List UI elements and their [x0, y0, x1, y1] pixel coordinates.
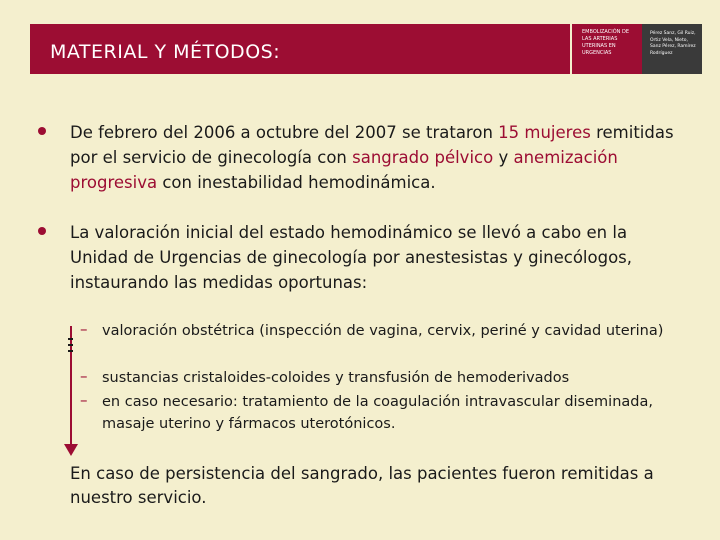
sub-item-2	[80, 367, 680, 389]
section-tag	[570, 24, 642, 74]
highlight-condition: anemización progresiva	[70, 148, 618, 192]
dash-marker: –	[80, 367, 88, 385]
bullet-dot-icon	[38, 127, 46, 135]
dash-marker: –	[80, 320, 88, 338]
sub-item-text: sustancias cristaloides-coloides y transfusión de hemoderivados	[102, 370, 570, 386]
bullet-text-segment: De febrero del 2006 a octubre del 2007 se trataron	[70, 123, 499, 142]
dash-marker: –	[80, 391, 88, 409]
authors-tag-text: Pérez Sanz, Gil Ruiz, Ortiz Vela, Nieto, Sanz Pérez, Ramírez Rodríguez	[650, 31, 696, 56]
bullet-text-2: La valoración inicial del estado hemodinámico se llevó a cabo en la Unidad de Urgencias de ginecología por anestesistas y ginecólogos, instaurando las medidas oportunas:	[70, 223, 633, 292]
arrow-tick-mark	[68, 338, 73, 340]
section-tag-text: EMBOLIZACIÓN DE LAS ARTERIAS UTERINAS EN URGENCIAS	[582, 29, 630, 56]
down-arrow-icon	[64, 444, 78, 456]
bullet-text-segment: con inestabilidad hemodinámica.	[157, 173, 436, 192]
bullet-text-segment: remitidas por el servicio de ginecología con	[70, 123, 674, 167]
highlight-count: 15 mujeres	[498, 123, 591, 142]
arrow-tick-mark	[68, 350, 73, 352]
arrow-tick-mark	[68, 344, 73, 346]
sub-item-text: en caso necesario: tratamiento de la coagulación intravascular diseminada, masaje uterino y fármacos uterotónicos.	[102, 394, 653, 432]
sub-item-text: valoración obstétrica (inspección de vagina, cervix, periné y cavidad uterina)	[102, 323, 664, 339]
sub-item-1	[80, 320, 680, 342]
bullet-item-2	[38, 220, 678, 295]
highlight-symptom: sangrado pélvico	[352, 148, 494, 167]
title-bar	[30, 24, 570, 74]
page-title: MATERIAL Y MÉTODOS:	[50, 41, 281, 63]
sub-item-3	[80, 391, 680, 435]
conclusion-text: En caso de persistencia del sangrado, las pacientes fueron remitidas a nuestro servicio.	[70, 464, 654, 507]
bullet-text-segment: y	[493, 148, 514, 167]
bullet-text-1	[70, 120, 678, 195]
bullet-item-1	[38, 120, 678, 195]
bullet-dot-icon	[38, 227, 46, 235]
authors-tag	[642, 24, 702, 74]
